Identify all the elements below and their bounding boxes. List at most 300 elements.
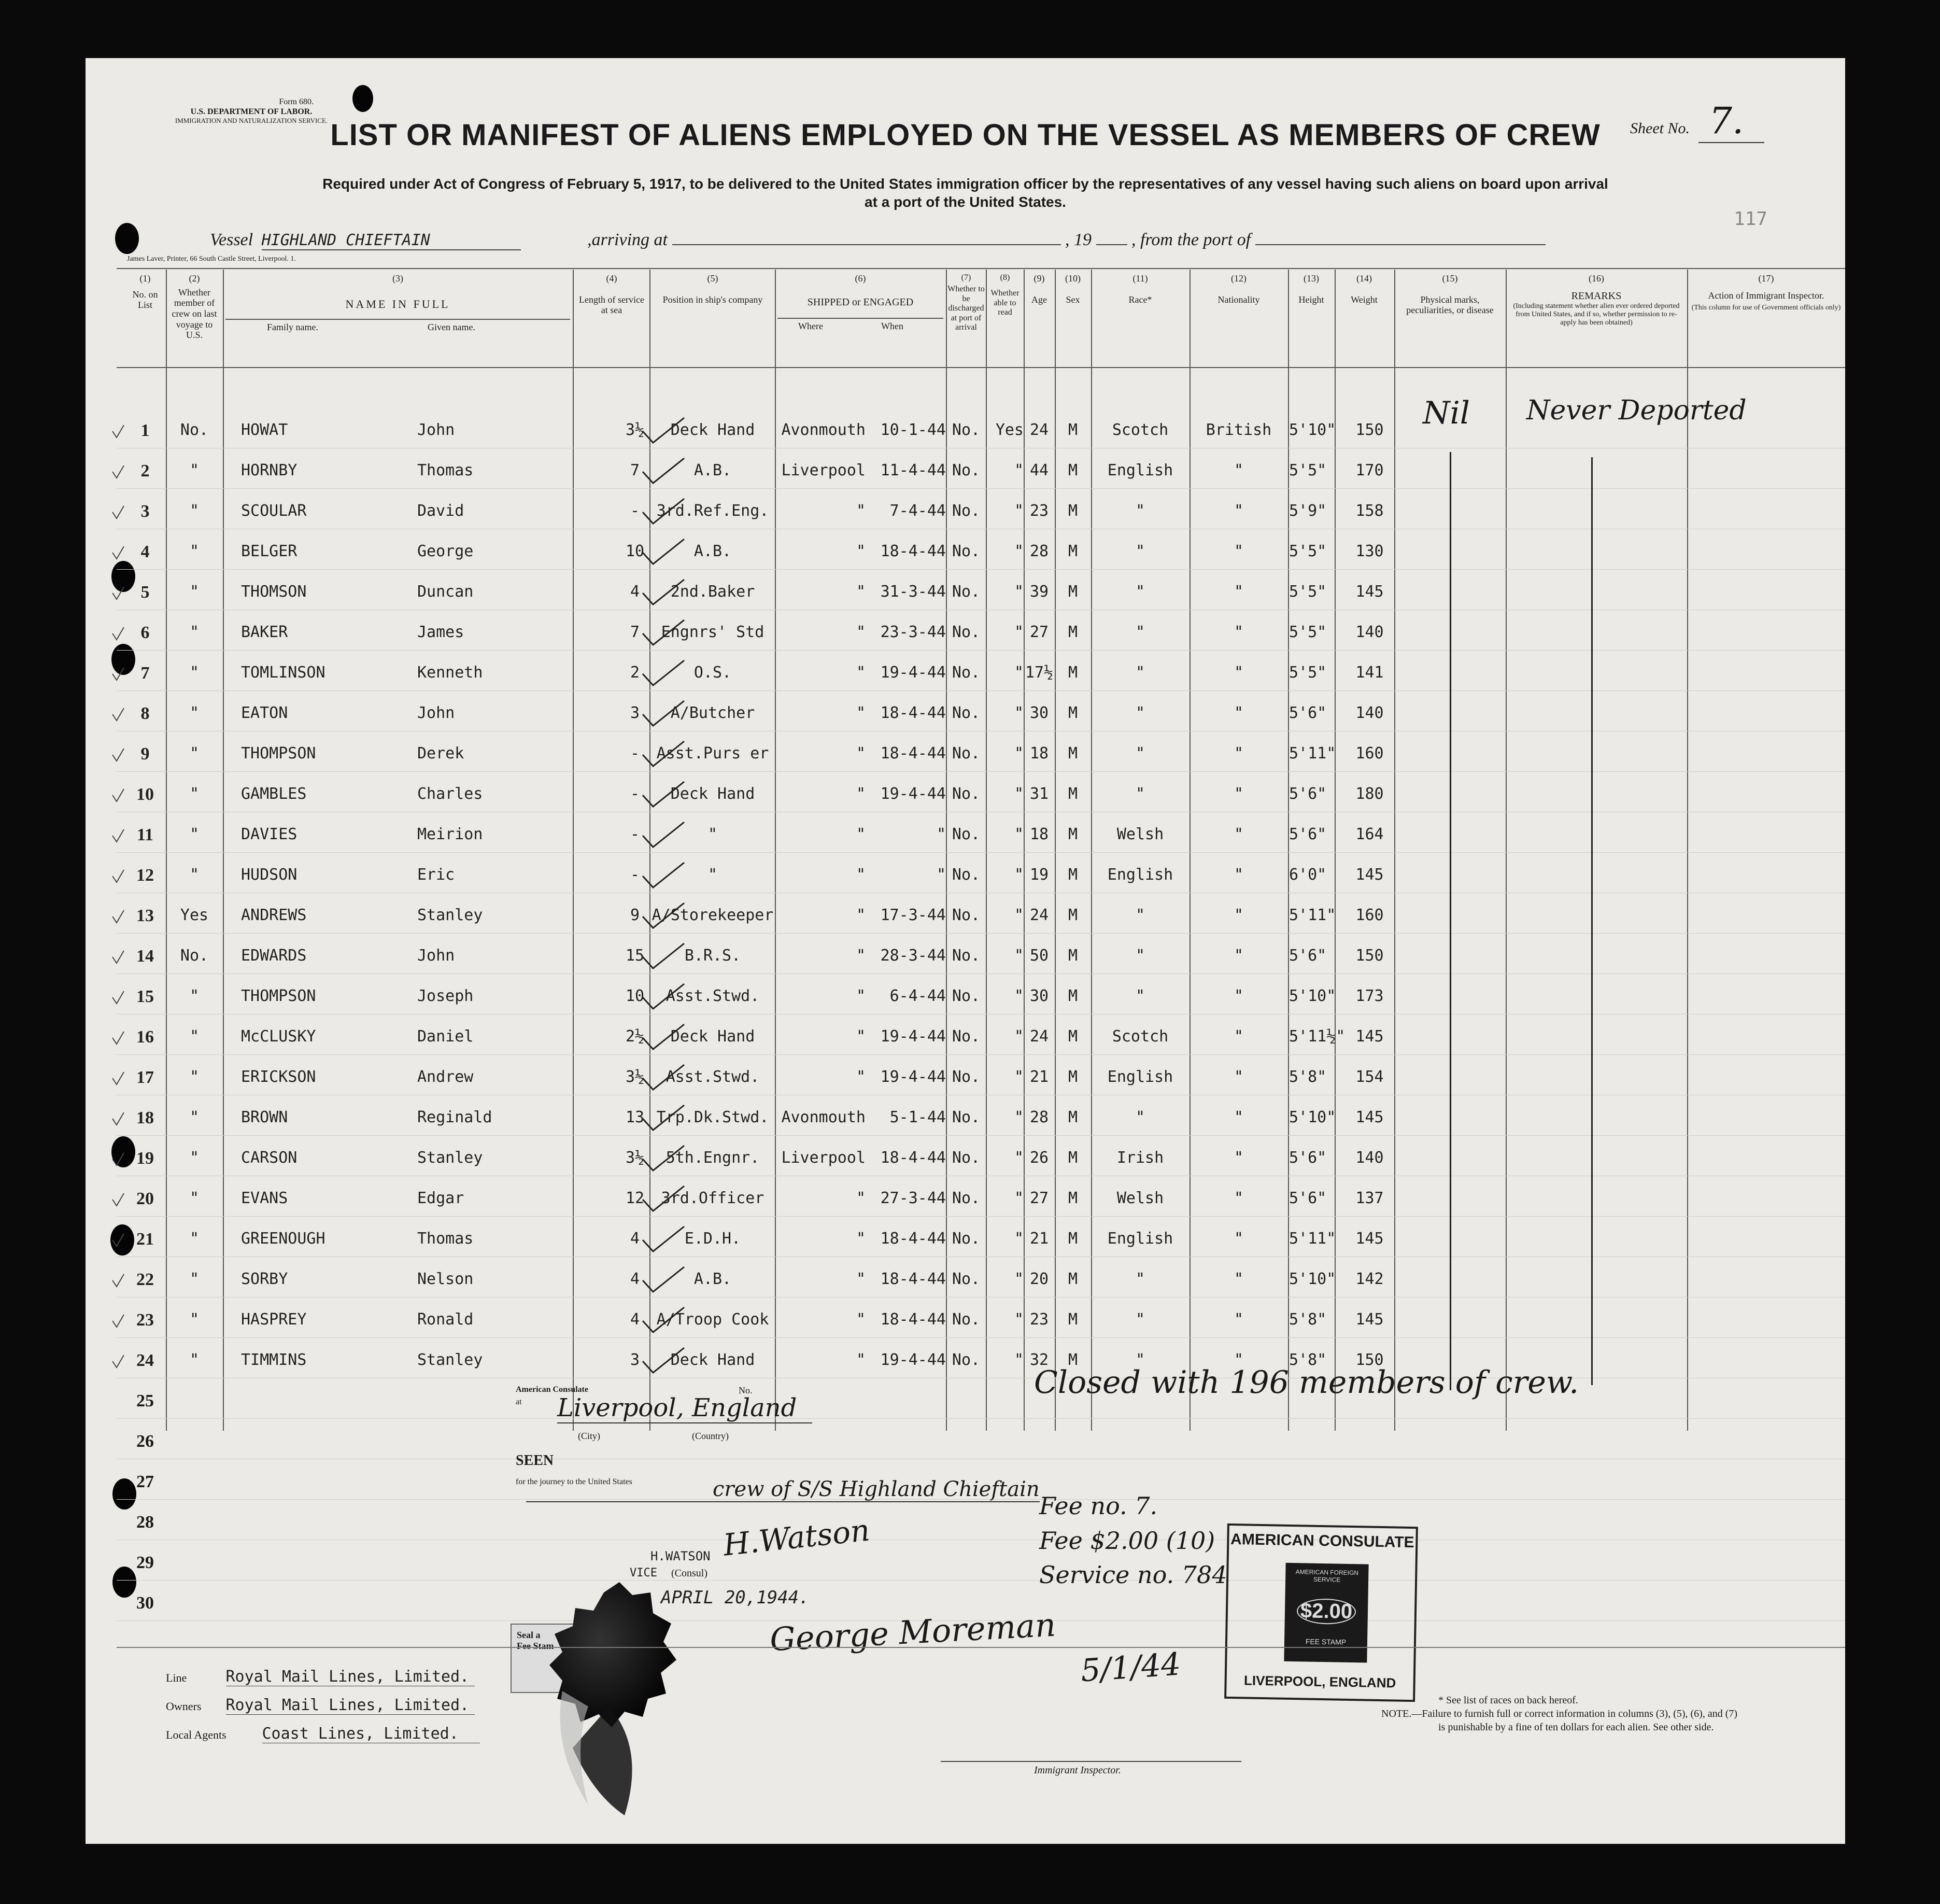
weight: 154	[1355, 1068, 1384, 1086]
race: English	[1107, 1230, 1173, 1248]
position: A.B.	[693, 461, 732, 479]
row-number: 19	[136, 1149, 154, 1168]
height: 5'10"	[1289, 1108, 1336, 1126]
col-header-service: (4) Length of service at sea	[579, 273, 644, 316]
row-number: 3	[140, 502, 150, 521]
sex: M	[1068, 1068, 1078, 1086]
height: 6'0"	[1289, 866, 1327, 884]
row-number: 30	[136, 1593, 154, 1613]
age: 39	[1029, 583, 1049, 601]
family-name: GREENOUGH	[241, 1230, 325, 1248]
prev-voyage: "	[189, 664, 200, 682]
position: A.B.	[693, 1270, 732, 1288]
height: 5'8"	[1289, 1068, 1327, 1086]
prev-voyage: "	[189, 1310, 200, 1329]
shipped-when: 19-4-44	[880, 785, 946, 803]
given-name: Duncan	[417, 583, 474, 601]
header-bottom-rule	[117, 367, 1845, 368]
sex: M	[1068, 785, 1078, 803]
prev-voyage: No.	[180, 947, 209, 965]
position: A/Troop Cook	[656, 1310, 769, 1329]
shipped-where: "	[856, 542, 866, 560]
shipped-when: 7-4-44	[889, 502, 946, 520]
able-to-read: "	[1014, 1230, 1024, 1248]
row-number: 27	[136, 1472, 154, 1491]
department-name: U.S. DEPARTMENT OF LABOR.	[190, 107, 313, 117]
weight: 140	[1355, 704, 1384, 722]
height: 5'10"	[1289, 1270, 1336, 1288]
race: "	[1135, 502, 1145, 520]
consul-signature: H.Watson	[721, 1512, 872, 1563]
checkmark-icon	[640, 456, 687, 487]
row-number: 23	[136, 1310, 154, 1330]
punch-hole	[115, 223, 139, 254]
service-length: -	[630, 502, 640, 520]
given-name: Andrew	[417, 1068, 474, 1086]
age: 27	[1029, 623, 1049, 641]
closing-note: Closed with 196 members of crew.	[1034, 1364, 1579, 1401]
checkmark-icon	[640, 416, 687, 447]
margin-tick-icon	[110, 626, 126, 642]
row-rule	[117, 569, 1845, 570]
margin-tick-icon	[110, 1152, 126, 1167]
row-number: 17	[136, 1068, 154, 1087]
weight: 170	[1355, 461, 1384, 479]
footer-line: Line Royal Mail Lines, Limited.	[166, 1668, 475, 1686]
family-name: CARSON	[241, 1149, 298, 1167]
service-length: 4	[630, 1230, 640, 1248]
race: Scotch	[1112, 421, 1169, 439]
row-rule	[117, 1580, 1845, 1581]
shipped-where: "	[856, 704, 866, 722]
service-length: 4	[630, 583, 640, 601]
shipped-when: 10-1-44	[880, 421, 946, 439]
checkmark-icon	[640, 1265, 687, 1296]
able-to-read: "	[1014, 664, 1024, 682]
able-to-read: "	[1014, 1149, 1024, 1167]
age: 21	[1029, 1230, 1049, 1248]
checkmark-icon	[640, 820, 687, 851]
row-number: 26	[136, 1432, 154, 1451]
note-line-2: is punishable by a fine of ten dollars for each alien. See other side.	[1438, 1722, 1714, 1733]
ditto-bracket-remarks	[1591, 457, 1596, 1385]
nationality: "	[1234, 1230, 1244, 1248]
prev-voyage: Yes	[180, 906, 209, 924]
sex: M	[1068, 1027, 1078, 1046]
checkmark-icon	[640, 699, 687, 730]
vessel-label: Vessel	[210, 230, 253, 249]
checkmark-icon	[640, 1346, 687, 1377]
col-header-weight: (14) Weight	[1351, 273, 1378, 305]
weight: 180	[1355, 785, 1384, 803]
position: 3rd.Ref.Eng.	[656, 502, 769, 520]
prev-voyage: "	[189, 1351, 200, 1369]
nationality: "	[1234, 1310, 1244, 1329]
prev-voyage: "	[189, 542, 200, 560]
margin-tick-icon	[110, 828, 126, 844]
shipped-where: "	[856, 1351, 866, 1369]
given-name: David	[417, 502, 464, 520]
shipped-when: 18-4-44	[880, 1310, 946, 1329]
sex: M	[1068, 461, 1078, 479]
row-number: 15	[136, 987, 154, 1006]
sex: M	[1068, 1149, 1078, 1167]
age: 23	[1029, 1310, 1049, 1329]
family-name: EVANS	[241, 1189, 288, 1207]
sex: M	[1068, 704, 1078, 722]
checkmark-icon	[640, 901, 687, 932]
able-to-read: "	[1014, 906, 1024, 924]
family-name: SCOULAR	[241, 502, 307, 520]
age: 17½	[1025, 664, 1054, 682]
family-name: SORBY	[241, 1270, 288, 1288]
races-note: * See list of races on back hereof.	[1438, 1695, 1578, 1706]
shipped-when: 27-3-44	[880, 1189, 946, 1207]
discharge: No.	[952, 704, 981, 722]
sex: M	[1068, 542, 1078, 560]
physical-marks-nil: Nil	[1423, 395, 1470, 431]
sheet-number: 7.	[1698, 100, 1764, 143]
sex: M	[1068, 1270, 1078, 1288]
row-number: 8	[140, 704, 150, 723]
shipped-when: 19-4-44	[880, 1351, 946, 1369]
family-name: HUDSON	[241, 866, 298, 884]
family-name: TOMLINSON	[241, 664, 325, 682]
remarks-never-deported: Never Deported	[1526, 395, 1747, 426]
shipped-when: 18-4-44	[880, 1230, 946, 1248]
prev-voyage: "	[189, 987, 200, 1005]
shipped-where: "	[856, 1230, 866, 1248]
checkmark-icon	[640, 618, 687, 649]
service-length: 9	[630, 906, 640, 924]
consulate-stamp: AMERICAN CONSULATE AMERICAN FOREIGN SERVICE $2.00 FEE STAMP LIVERPOOL, ENGLAND	[1224, 1524, 1418, 1702]
seen-label: SEEN	[516, 1452, 554, 1469]
discharge: No.	[952, 1351, 981, 1369]
weight: 173	[1355, 987, 1384, 1005]
age: 32	[1029, 1351, 1049, 1369]
age: 26	[1029, 1149, 1049, 1167]
margin-tick-icon	[110, 1192, 126, 1208]
manifest-sheet	[86, 58, 1845, 1844]
margin-tick-icon	[110, 707, 126, 723]
discharge: No.	[952, 785, 981, 803]
race: English	[1107, 461, 1173, 479]
fee-amount: Fee $2.00 (10)	[1039, 1526, 1215, 1555]
col-header-age: (9) Age	[1031, 273, 1047, 305]
family-name: GAMBLES	[241, 785, 307, 803]
position: Trp.Dk.Stwd.	[656, 1108, 769, 1126]
prev-voyage: "	[189, 744, 200, 763]
weight: 145	[1355, 1310, 1384, 1329]
shipped-when: 5-1-44	[889, 1108, 946, 1126]
vessel-line	[210, 230, 1609, 253]
fee-notes	[1039, 1489, 1227, 1592]
nationality: "	[1234, 502, 1244, 520]
consul-vice: VICE	[630, 1567, 657, 1579]
service-length: -	[630, 825, 640, 843]
margin-tick-icon	[110, 869, 126, 884]
weight: 145	[1355, 1230, 1384, 1248]
able-to-read: "	[1014, 785, 1024, 803]
shipped-where: "	[856, 906, 866, 924]
race: "	[1135, 785, 1145, 803]
age: 30	[1029, 704, 1049, 722]
row-number: 20	[136, 1189, 154, 1208]
col-header-prev-voyage: (2) Whether member of crew on last voyage to U.S.	[172, 273, 217, 341]
service-length: 2½	[625, 1027, 645, 1046]
given-name: Thomas	[417, 461, 474, 479]
able-to-read: Yes	[995, 421, 1024, 439]
form-number: Form 680.	[279, 97, 314, 106]
sex: M	[1068, 1310, 1078, 1329]
prev-voyage: "	[189, 502, 200, 520]
nationality: "	[1234, 583, 1244, 601]
nationality: "	[1234, 825, 1244, 843]
checkmark-icon	[640, 739, 687, 770]
sex: M	[1068, 744, 1078, 763]
checkmark-icon	[640, 1022, 687, 1053]
consul-name: H.WATSON	[650, 1549, 711, 1563]
row-number: 28	[136, 1513, 154, 1532]
nationality: "	[1234, 1068, 1244, 1086]
nationality: "	[1234, 947, 1244, 965]
shipped-where: Avonmouth	[781, 1108, 866, 1126]
page-subtitle	[86, 175, 1845, 211]
family-name: BELGER	[241, 542, 298, 560]
given-name: Nelson	[417, 1270, 474, 1288]
nationality: "	[1234, 866, 1244, 884]
service-number: Service no. 784	[1039, 1561, 1227, 1589]
inspector-signature: George Moreman	[769, 1605, 1057, 1659]
footer-rule	[117, 1647, 1845, 1648]
family-name: BROWN	[241, 1108, 288, 1126]
checkmark-icon	[640, 1224, 687, 1256]
consul-certification: American Consulate at No. Liverpool, England (City) (Country) SEEN for the journey to the United States crew of S/S Highland Chieftain H.Watson H.WATSON VICE (Consul) APRIL 20,1944.	[516, 1385, 1040, 1608]
given-name: Eric	[417, 866, 455, 884]
height: 5'5"	[1289, 583, 1327, 601]
margin-tick-icon	[110, 1314, 126, 1329]
margin-tick-icon	[110, 1354, 126, 1370]
height: 5'5"	[1289, 542, 1327, 560]
row-number: 7	[140, 664, 150, 683]
shipped-when: "	[936, 866, 946, 884]
height: 5'11"	[1289, 1230, 1336, 1248]
race: "	[1135, 1351, 1145, 1369]
margin-tick-icon	[110, 424, 126, 440]
service-length: 3	[630, 704, 640, 722]
weight: 145	[1355, 866, 1384, 884]
shipped-when: 17-3-44	[880, 906, 946, 924]
given-name: Meirion	[417, 825, 483, 843]
race: "	[1135, 1310, 1145, 1329]
shipped-where: Liverpool	[781, 1149, 866, 1167]
service-name: IMMIGRATION AND NATURALIZATION SERVICE.	[175, 117, 328, 125]
age: 28	[1029, 1108, 1049, 1126]
service-length: -	[630, 866, 640, 884]
row-number: 2	[140, 461, 150, 481]
able-to-read: "	[1014, 461, 1024, 479]
shipped-when: 11-4-44	[880, 461, 946, 479]
sex: M	[1068, 1189, 1078, 1207]
weight: 142	[1355, 1270, 1384, 1288]
height: 5'6"	[1289, 825, 1327, 843]
shipped-where: "	[856, 785, 866, 803]
service-length: 7	[630, 461, 640, 479]
prev-voyage: "	[189, 1189, 200, 1207]
shipped-where: "	[856, 583, 866, 601]
race: "	[1135, 583, 1145, 601]
age: 24	[1029, 421, 1049, 439]
nationality: "	[1234, 1189, 1244, 1207]
service-length: 7	[630, 623, 640, 641]
height: 5'6"	[1289, 1149, 1327, 1167]
height: 5'6"	[1289, 1189, 1327, 1207]
row-number: 25	[136, 1391, 154, 1411]
row-number: 13	[136, 906, 154, 925]
given-name: John	[417, 421, 455, 439]
subtitle-line-2: at a port of the United States.	[865, 194, 1066, 210]
nationality: "	[1234, 785, 1244, 803]
prev-voyage: "	[189, 623, 200, 641]
nationality: "	[1234, 1027, 1244, 1046]
checkmark-icon	[640, 577, 687, 609]
shipped-where: "	[856, 744, 866, 763]
checkmark-icon	[640, 1103, 687, 1134]
row-rule	[117, 771, 1845, 772]
row-rule	[117, 852, 1845, 853]
position: A/Storekeeper	[652, 906, 774, 924]
age: 50	[1029, 947, 1049, 965]
service-length: 10	[625, 987, 645, 1005]
given-name: Kenneth	[417, 664, 483, 682]
sex: M	[1068, 825, 1078, 843]
family-name: EATON	[241, 704, 288, 722]
able-to-read: "	[1014, 1270, 1024, 1288]
family-name: EDWARDS	[241, 947, 307, 965]
given-name: Reginald	[417, 1108, 492, 1126]
able-to-read: "	[1014, 1351, 1024, 1369]
given-name: Stanley	[417, 1149, 483, 1167]
weight: 150	[1355, 1351, 1384, 1369]
height: 5'6"	[1289, 947, 1327, 965]
discharge: No.	[952, 583, 981, 601]
sheet-number-field	[1630, 100, 1764, 142]
col-header-no: (1) No. on List	[132, 273, 158, 311]
given-name: George	[417, 542, 474, 560]
sex: M	[1068, 623, 1078, 641]
position: A/Butcher	[670, 704, 755, 722]
position: "	[707, 866, 718, 884]
margin-tick-icon	[110, 545, 126, 561]
race: "	[1135, 947, 1145, 965]
shipped-where: "	[856, 866, 866, 884]
age: 28	[1029, 542, 1049, 560]
sex: M	[1068, 421, 1078, 439]
consul-place: Liverpool, England	[557, 1393, 812, 1423]
height: 5'8"	[1289, 1310, 1327, 1329]
prev-voyage: "	[189, 866, 200, 884]
checkmark-icon	[640, 1305, 687, 1336]
year-label: , 19	[1065, 230, 1092, 249]
shipped-when: 19-4-44	[880, 1027, 946, 1046]
shipped-when: 19-4-44	[880, 664, 946, 682]
height: 5'8"	[1289, 1351, 1327, 1369]
family-name: THOMPSON	[241, 987, 316, 1005]
margin-tick-icon	[110, 1031, 126, 1046]
discharge: No.	[952, 825, 981, 843]
position: 2nd.Baker	[670, 583, 755, 601]
given-name: Charles	[417, 785, 483, 803]
row-number: 4	[140, 542, 150, 561]
sex: M	[1068, 664, 1078, 682]
weight: 164	[1355, 825, 1384, 843]
discharge: No.	[952, 1149, 981, 1167]
weight: 145	[1355, 1027, 1384, 1046]
page-stamp: 117	[1734, 208, 1768, 230]
age: 18	[1029, 825, 1049, 843]
age: 23	[1029, 502, 1049, 520]
nationality: "	[1234, 744, 1244, 763]
age: 18	[1029, 744, 1049, 763]
age: 31	[1029, 785, 1049, 803]
margin-tick-icon	[110, 1111, 126, 1127]
checkmark-icon	[640, 537, 687, 568]
family-name: ERICKSON	[241, 1068, 316, 1086]
nationality: "	[1234, 1270, 1244, 1288]
checkmark-icon	[640, 982, 687, 1013]
nationality: "	[1234, 906, 1244, 924]
row-number: 29	[136, 1553, 154, 1572]
position: Deck Hand	[670, 785, 755, 803]
discharge: No.	[952, 987, 981, 1005]
race: "	[1135, 906, 1145, 924]
fee-number: Fee no. 7.	[1039, 1492, 1158, 1520]
family-name: ANDREWS	[241, 906, 307, 924]
margin-tick-icon	[110, 990, 126, 1006]
nationality: "	[1234, 1149, 1244, 1167]
shipped-where: "	[856, 825, 866, 843]
able-to-read: "	[1014, 583, 1024, 601]
owners-value: Royal Mail Lines, Limited.	[226, 1696, 475, 1715]
given-name: Stanley	[417, 1351, 483, 1369]
nationality: "	[1234, 1108, 1244, 1126]
journey-vessel: crew of S/S Highland Chieftain	[526, 1477, 1040, 1502]
given-name: Daniel	[417, 1027, 474, 1046]
prev-voyage: "	[189, 1108, 200, 1126]
prev-voyage: "	[189, 785, 200, 803]
row-number: 1	[140, 421, 150, 440]
shipped-where: "	[856, 502, 866, 520]
row-number: 16	[136, 1027, 154, 1047]
discharge: No.	[952, 502, 981, 520]
age: 24	[1029, 1027, 1049, 1046]
sex: M	[1068, 987, 1078, 1005]
page-title: LIST OR MANIFEST OF ALIENS EMPLOYED ON THE VESSEL AS MEMBERS OF CREW	[330, 118, 1601, 152]
given-name: Ronald	[417, 1310, 474, 1329]
service-length: 3½	[625, 1149, 645, 1167]
discharge: No.	[952, 1230, 981, 1248]
discharge: No.	[952, 1310, 981, 1329]
margin-tick-icon	[110, 505, 126, 520]
service-length: 15	[625, 947, 645, 965]
given-name: John	[417, 704, 455, 722]
footer-owners: Owners Royal Mail Lines, Limited.	[166, 1696, 475, 1715]
margin-tick-icon	[110, 950, 126, 965]
checkmark-icon	[640, 861, 687, 892]
family-name: HASPREY	[241, 1310, 307, 1329]
shipped-when: 18-4-44	[880, 704, 946, 722]
shipped-when: 31-3-44	[880, 583, 946, 601]
